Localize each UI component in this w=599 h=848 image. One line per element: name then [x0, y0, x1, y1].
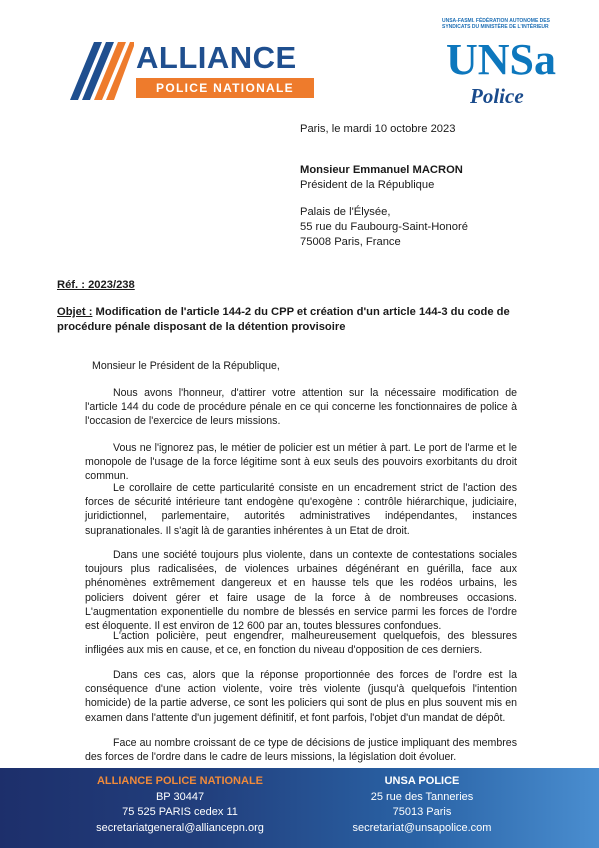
body-paragraph: Nous avons l'honneur, d'attirer votre attention sur la nécessaire modification de l'article 144 du code de procédure pénale en ce qui concerne les fonctionnaires de police à l'occasion de l'exercice de leurs missions.: [85, 387, 517, 428]
body-paragraph: L'action policière, peut engendrer, malheureusement quelquefois, des blessures infligées aux mis en cause, et ce, en fonction du niveau d'opposition de ces derniers.: [85, 630, 517, 657]
address-line: 75008 Paris, France: [300, 236, 401, 248]
reference: Réf. : 2023/238: [57, 279, 135, 291]
footer-alliance-contact: [50, 774, 310, 836]
body-paragraph: Dans ces cas, alors que la réponse proportionnée des forces de l'ordre est la conséquence d'une action violente, voire très violente (jusqu'à quelquefois l'intention homicide) de la partie adverse, ce sont les policiers qui sont de plus en plus souvent mis en examen dans l'attente d'un jugement définitif, et font parfois, l'objet d'un mandat de dépôt.: [85, 669, 517, 724]
unsa-tagline: UNSA-FASMI. FÉDÉRATION AUTONOME DES SYNDICATS DU MINISTÈRE DE L'INTÉRIEUR: [442, 18, 550, 30]
recipient-title: Président de la République: [300, 179, 435, 191]
address-line: Palais de l'Élysée,: [300, 206, 391, 218]
objet-label: Objet :: [57, 306, 93, 318]
unsa-wordmark: UNSa: [446, 35, 557, 84]
alliance-wordmark: ALLIANCE: [136, 40, 297, 75]
footer-alliance-title: ALLIANCE POLICE NATIONALE: [96, 775, 263, 787]
place-date: Paris, le mardi 10 octobre 2023: [300, 123, 456, 135]
salutation: Monsieur le Président de la République,: [92, 360, 280, 372]
alliance-subtitle-band: POLICE NATIONALE: [136, 78, 314, 98]
footer-unsa-street: 25 rue des Tanneries: [370, 790, 474, 803]
footer-alliance-city: 75 525 PARIS cedex 11: [122, 806, 238, 818]
footer-unsa-contact: [292, 774, 552, 836]
body-paragraph: Dans une société toujours plus violente, dans un contexte de contestations sociales toujours plus radicalisées, de violences urbaines dégénérant en guérilla, face aux phénomènes extrêmement dangereux et en hausse tels que les rodéos urbains, les policiers doivent gérer et faire usage de la force à de nombreuses occasions. L'augmentation exponentielle du nombre de blessés en service parmi les forces de l'ordre est éloquente. Il est environ de 12 600 par an, toutes blessures confondues.: [85, 549, 517, 633]
unsa-police-logo: [442, 18, 564, 110]
body-paragraph: Le corollaire de cette particularité consiste en un encadrement strict de l'action des forces de sécurité intérieure tant endogène qu'exogène : contrôle hiérarchique, judiciaire, juridictionnel, parlementaire, autorités administratives indépendantes, instances supranationales. Il s'agit là de garanties inhérentes à un Etat de droit.: [85, 482, 517, 537]
objet-block: [57, 305, 527, 335]
unsa-police-word: Police: [470, 84, 524, 108]
footer-unsa-city: 75013 Paris: [392, 806, 452, 818]
footer-alliance-bp: BP 30447: [155, 790, 205, 803]
address-line: 55 rue du Faubourg-Saint-Honoré: [300, 221, 468, 233]
footer-unsa-email[interactable]: secretariat@unsapolice.com: [352, 821, 492, 834]
footer-unsa-title: UNSA POLICE: [384, 775, 460, 787]
objet-text: Modification de l'article 144-2 du CPP et création d'un article 144-3 du code de procédure pénale disposant de la détention provisoire: [57, 306, 510, 333]
alliance-logo: [64, 40, 316, 102]
body-paragraph: Vous ne l'ignorez pas, le métier de policier est un métier à part. Le port de l'arme et le monopole de l'usage de la force légitime sont à eux seuls des pouvoirs exorbitants du droit commun.: [85, 442, 517, 483]
footer-band: [0, 768, 599, 848]
body-paragraph: Face au nombre croissant de ce type de décisions de justice impliquant des membres des forces de l'ordre dans le cadre de leurs missions, la législation doit évoluer.: [85, 737, 517, 764]
footer-alliance-email[interactable]: secretariatgeneral@alliancepn.org: [96, 821, 264, 834]
recipient-name: Monsieur Emmanuel MACRON: [300, 164, 463, 176]
alliance-stripes-icon: [64, 42, 134, 100]
